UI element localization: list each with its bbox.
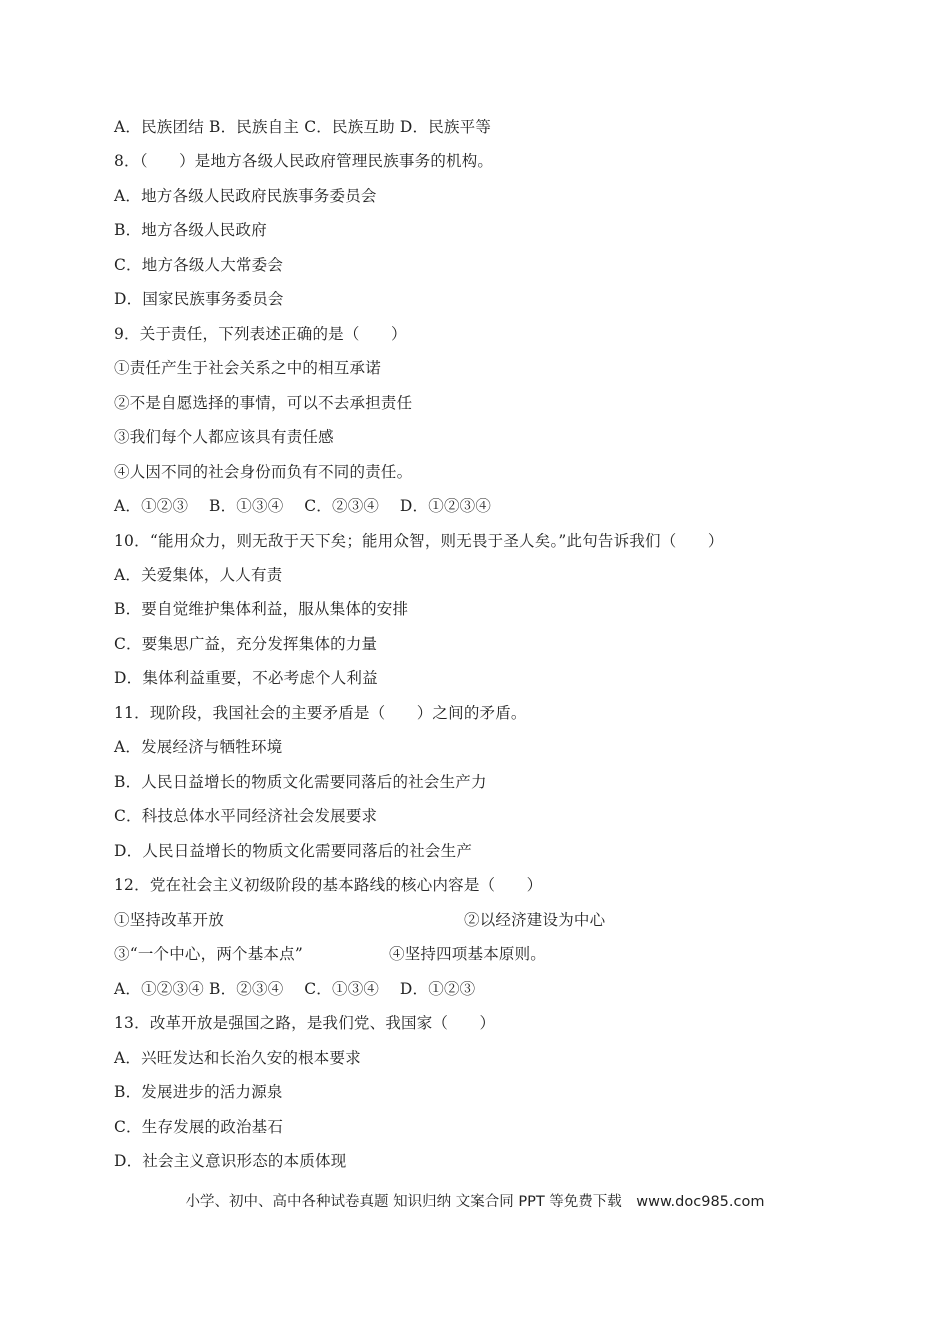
- option-line: C．生存发展的政治基石: [114, 1118, 284, 1136]
- question-9: 9．关于责任，下列表述正确的是（ ）: [114, 325, 407, 343]
- statement-right: ④坚持四项基本原则。: [389, 945, 547, 963]
- question-8: 8．（ ）是地方各级人民政府管理民族事务的机构。: [114, 152, 494, 170]
- option-line: A．发展经济与牺牲环境: [114, 738, 283, 756]
- option-line: C．科技总体水平同经济社会发展要求: [114, 807, 378, 825]
- option-line: A．①②③ B．①③④ C．②③④ D．①②③④: [114, 497, 492, 515]
- question-10: 10．“能用众力，则无敌于天下矣；能用众智，则无畏于圣人矣。”此句告诉我们（ ）: [114, 532, 724, 550]
- option-line: C．要集思广益，充分发挥集体的力量: [114, 635, 378, 653]
- option-line: A．民族团结 B．民族自主 C．民族互助 D．民族平等: [114, 118, 492, 136]
- option-line: D．国家民族事务委员会: [114, 290, 284, 308]
- option-line: C．地方各级人大常委会: [114, 256, 284, 274]
- option-line: B．要自觉维护集体利益，服从集体的安排: [114, 600, 409, 618]
- option-line: A．①②③④ B．②③④ C．①③④ D．①②③: [114, 980, 476, 998]
- question-11: 11．现阶段，我国社会的主要矛盾是（ ）之间的矛盾。: [114, 704, 527, 722]
- option-line: D．人民日益增长的物质文化需要同落后的社会生产: [114, 842, 473, 860]
- option-line: A．关爱集体，人人有责: [114, 566, 283, 584]
- q12-options-row-2: [114, 942, 547, 966]
- option-line: D．集体利益重要，不必考虑个人利益: [114, 669, 378, 687]
- option-line: B．地方各级人民政府: [114, 221, 267, 239]
- option-line: A．兴旺发达和长治久安的根本要求: [114, 1049, 361, 1067]
- question-12: 12．党在社会主义初级阶段的基本路线的核心内容是（ ）: [114, 876, 543, 894]
- statement-line: ④人因不同的社会身份而负有不同的责任。: [114, 463, 413, 481]
- statement-line: ①责任产生于社会关系之中的相互承诺: [114, 359, 381, 377]
- question-13: 13．改革开放是强国之路，是我们党、我国家（ ）: [114, 1014, 496, 1032]
- page-footer: 小学、初中、高中各种试卷真题 知识归纳 文案合同 PPT 等免费下载 www.doc985.com: [185, 1194, 765, 1210]
- statement-right: ②以经济建设为中心: [464, 911, 606, 929]
- option-line: A．地方各级人民政府民族事务委员会: [114, 187, 377, 205]
- statement-line: ③我们每个人都应该具有责任感: [114, 428, 334, 446]
- option-line: D．社会主义意识形态的本质体现: [114, 1152, 347, 1170]
- statement-left: ③“一个中心，两个基本点”: [114, 945, 303, 963]
- statement-left: ①坚持改革开放: [114, 911, 224, 929]
- statement-line: ②不是自愿选择的事情，可以不去承担责任: [114, 394, 413, 412]
- option-line: B．人民日益增长的物质文化需要同落后的社会生产力: [114, 773, 487, 791]
- option-line: B．发展进步的活力源泉: [114, 1083, 283, 1101]
- q12-options-row-1: [114, 908, 606, 932]
